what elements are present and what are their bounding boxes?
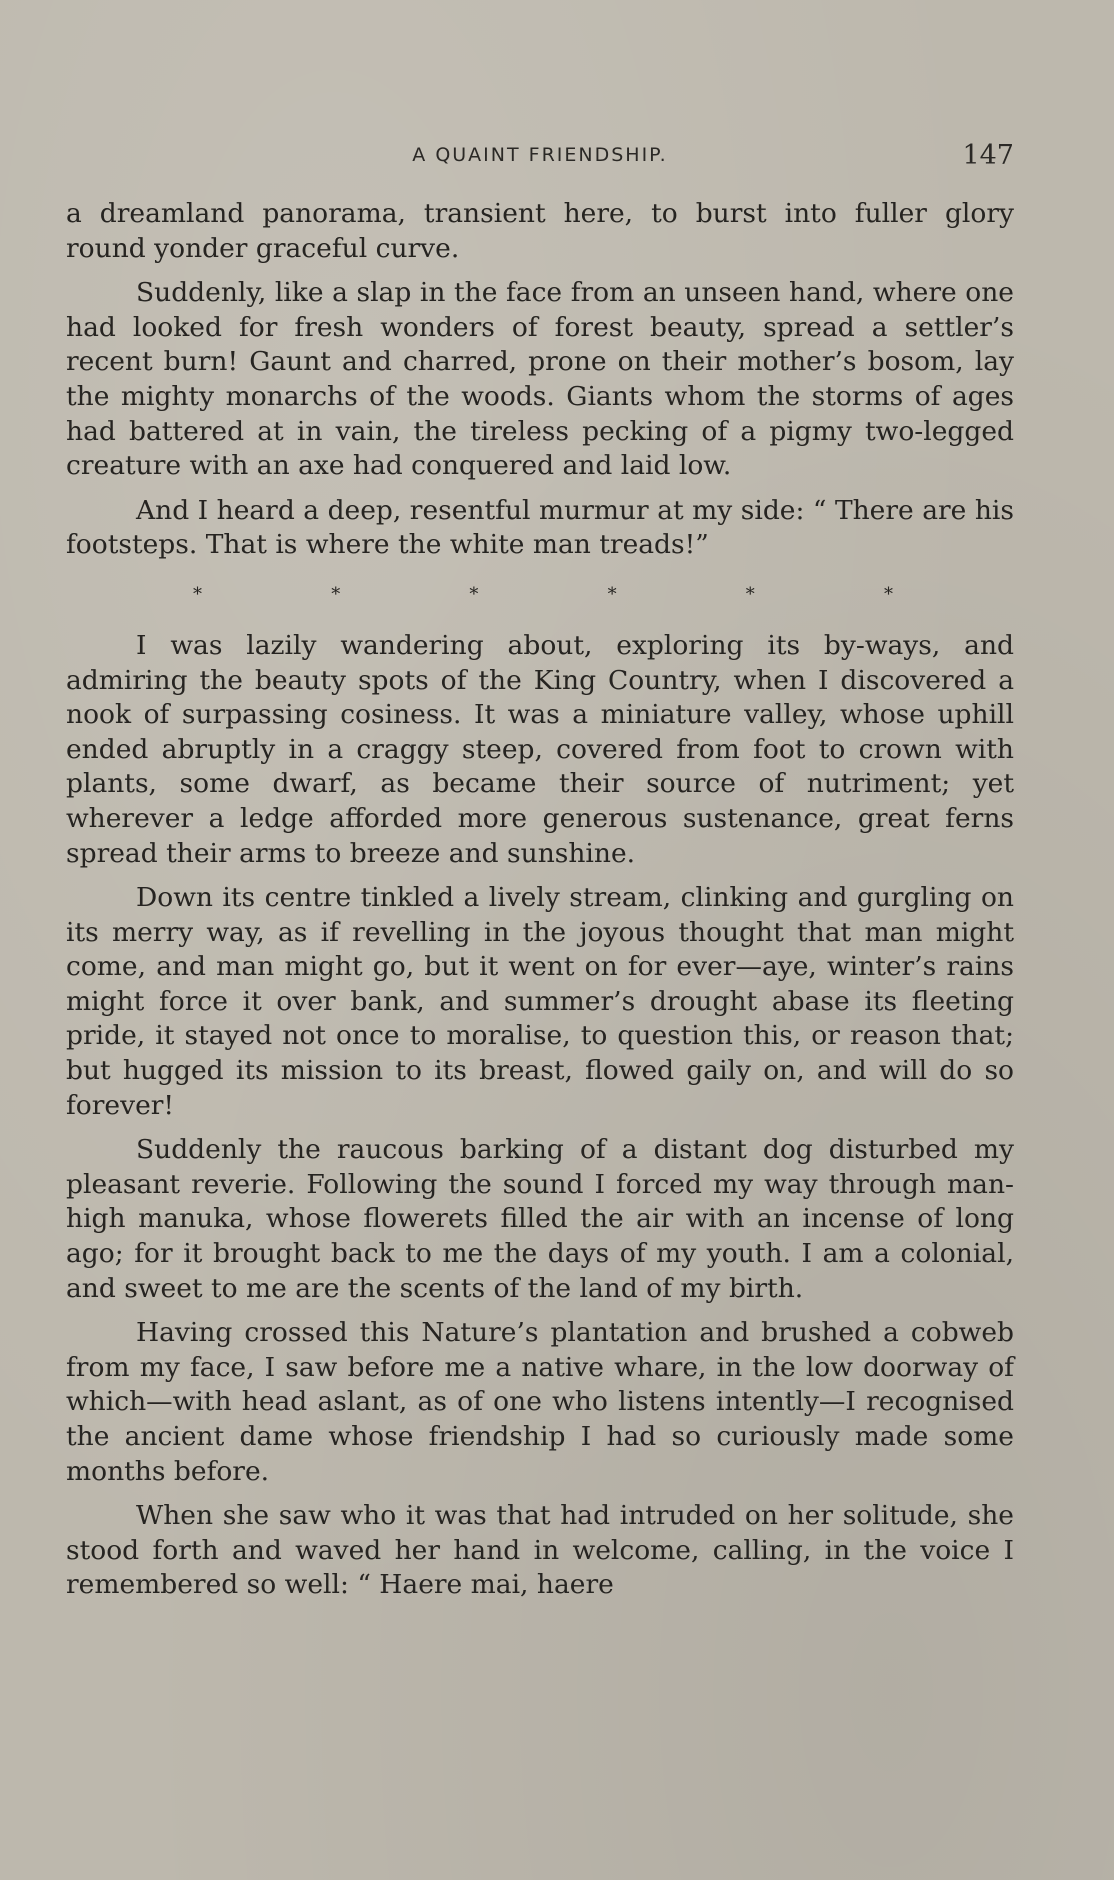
section-break	[193, 585, 893, 605]
paragraph-settlers-burn: Suddenly, like a slap in the face from an unseen hand, where one had looked for fresh wonders of forest beauty, spread a settler’s recent burn! Gaunt and charred, prone on their mother’s bosom, lay the mighty monarchs of the woods. Giants whom the storms of ages had battered at in vain, the tireless pecking of a pigmy two-legged creature with an axe had conquered and laid low.	[66, 277, 1014, 482]
paragraph-valley: I was lazily wandering about, exploring its by-ways, and admiring the beauty spots of the King Country, when I discovered a nook of surpassing cosiness. It was a miniature valley, whose uphill ended abruptly in a craggy steep, covered from foot to crown with plants, some dwarf, as became their source of nutriment; yet wherever a ledge afforded more generous sustenance, great ferns spread their arms to breeze and sunshine.	[66, 629, 1014, 869]
section-break-star: *	[193, 583, 202, 605]
section-break-star: *	[607, 583, 617, 605]
paragraph-stream: Down its centre tinkled a lively stream, clinking and gurgling on its merry way, as if revelling in the joyous thought that man might come, and man might go, but it went on for ever—aye, winter’s rains might force it over bank, and summer’s drought abase its fleeting pride, it stayed not once to moralise, to question this, or reason that; but hugged its mission to its breast, flowed gaily on, and will do so forever!	[66, 882, 1014, 1121]
paragraph-whare: Having crossed this Nature’s plantation and brushed a cobweb from my face, I saw before me a native whare, in the low doorway of which—with head aslant, as of one who listens intently—I recognised the ancient dame whose friendship I had so curiously made some months before.	[66, 1317, 1014, 1487]
paragraph-footsteps: And I heard a deep, resentful murmur at my side: “ There are his footsteps. That is where the white man treads!”	[66, 494, 1014, 561]
text-body	[66, 197, 1014, 1613]
section-break-star: *	[331, 583, 341, 605]
paragraph-continuation: a dreamland panorama, transient here, to burst into fuller glory round yonder graceful curve.	[66, 198, 1014, 264]
page-number: 147	[962, 140, 1014, 171]
running-head	[66, 140, 1014, 180]
paragraph-welcome: When she saw who it was that had intruded on her solitude, she stood forth and waved her hand in welcome, calling, in the voice I remembered so well: “ Haere mai, haere	[66, 1500, 1014, 1601]
paragraph-barking-dog: Suddenly the raucous barking of a distant dog disturbed my pleasant reverie. Following the sound I forced my way through man-high manuka, whose flowerets filled the air with an incense of long ago; for it brought back to me the days of my youth. I am a colonial, and sweet to me are the scents of the land of my birth.	[66, 1134, 1014, 1304]
running-title: A QUAINT FRIENDSHIP.	[412, 144, 668, 166]
section-break-star: *	[745, 583, 755, 605]
section-break-star: *	[883, 583, 893, 605]
section-break-star: *	[469, 583, 479, 605]
